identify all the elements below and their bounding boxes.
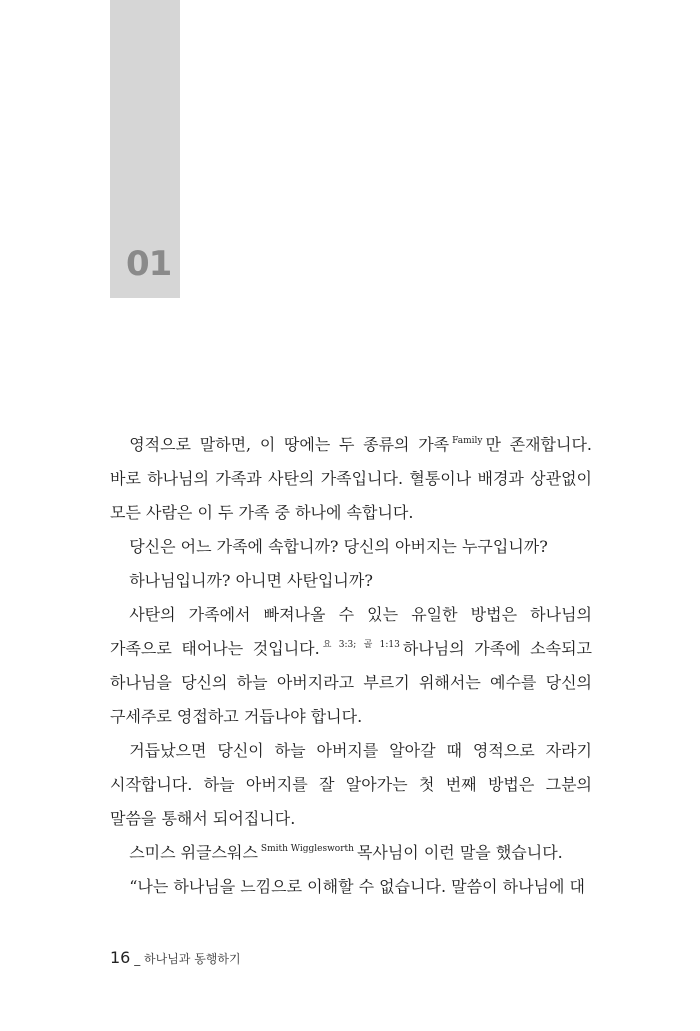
- chapter-number: 01: [126, 244, 172, 284]
- book-title: 하나님과 동행하기: [144, 952, 241, 966]
- paragraph-7: “나는 하나님을 느낌으로 이해할 수 없습니다. 말씀이 하나님에 대: [129, 877, 585, 896]
- footer-separator: _: [134, 952, 141, 966]
- page-footer: [110, 948, 241, 967]
- paragraph-6: 스미스 위글스워스 $^{Smith Wigglesworth}$ 목사님이 이런 말을 했습니다.: [129, 843, 563, 862]
- paragraph-3: 하나님입니까? 아니면 사탄입니까?: [129, 571, 373, 590]
- chapter-tab: [110, 0, 180, 298]
- body-text: [110, 428, 592, 904]
- scripture-reference: 요 3:3; 골 1:13: [322, 640, 400, 650]
- paragraph-2: 당신은 어느 가족에 속합니까? 당신의 아버지는 누구입니까?: [129, 537, 548, 556]
- page-number: 16: [110, 948, 131, 967]
- superscript-name: Smith Wigglesworth: [260, 844, 354, 854]
- paragraph-4: 사탄의 가족에서 빠져나올 수 있는 유일한 방법은 하나님의 가족으로 태어나는 것입니다. $^{요 3:3; 골 1:13}$ 하나님의 가족에 소속되고 하나님을 당신의 하늘 아버지라고 부르기 위해서는 예수를 당신의 구세주로 영접하고 거듭나야 합니다.: [110, 605, 592, 726]
- paragraph-1: 영적으로 말하면, 이 땅에는 두 종류의 가족 $^{Family}$ 만 존재합니다. 바로 하나님의 가족과 사탄의 가족입니다. 혈통이나 배경과 상관없이 모든 사람은 이 두 가족 중 하나에 속합니다.: [110, 435, 592, 522]
- superscript-note: Family: [452, 436, 483, 446]
- paragraph-5: 거듭났으면 당신이 하늘 아버지를 알아갈 때 영적으로 자라기 시작합니다. 하늘 아버지를 잘 알아가는 첫 번째 방법은 그분의 말씀을 통해서 되어집니다.: [110, 741, 592, 828]
